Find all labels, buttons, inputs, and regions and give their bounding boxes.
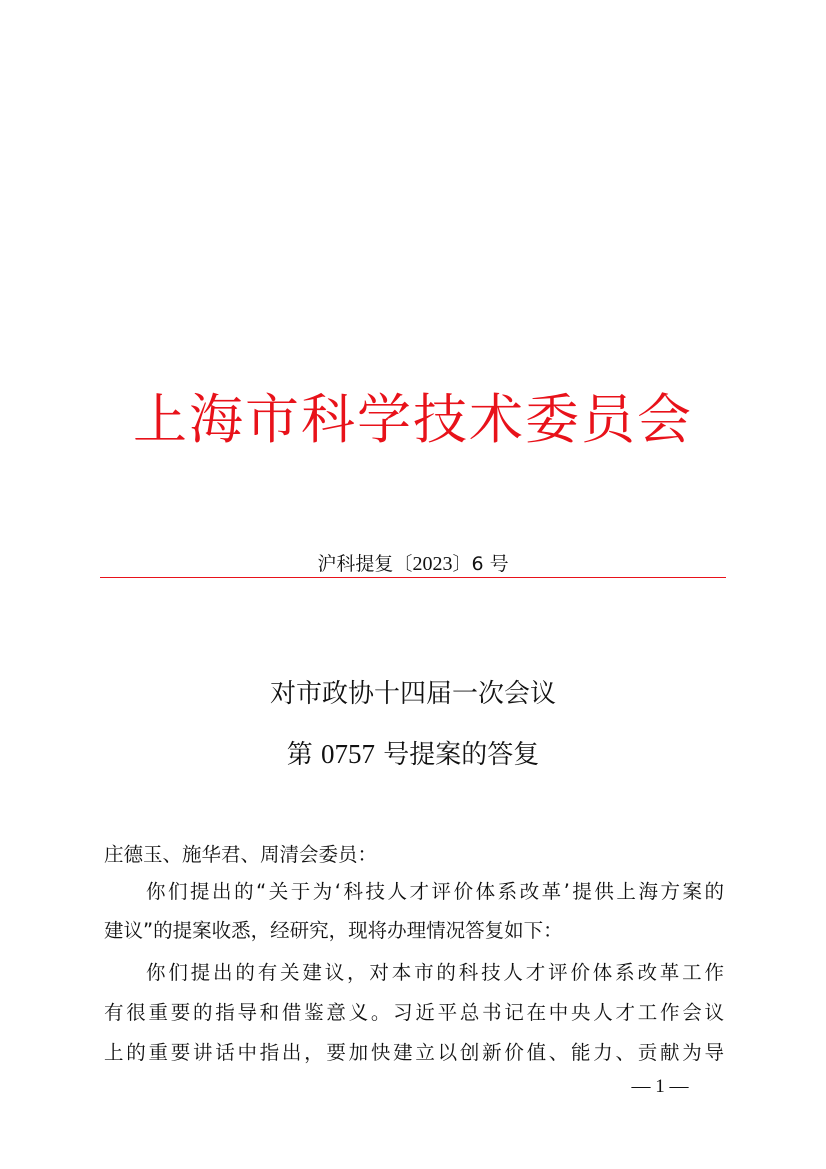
paragraph-2-line-3: 上的重要讲话中指出，要加快建立以创新价值、能力、贡献为导 [104, 1041, 724, 1064]
document-number [0, 551, 826, 577]
paragraph-1-line-1: 你们提出的“关于为‘科技人才评价体系改革’提供上海方案的 [146, 880, 724, 903]
heading-line-2-suffix: 号提案的答复 [375, 740, 540, 770]
salutation: 庄德玉、施华君、周清会委员： [104, 843, 378, 866]
red-divider-line [100, 577, 726, 578]
doc-number-suffix: 〕6 号 [452, 553, 509, 575]
page-number: — 1 — [631, 1076, 689, 1097]
paragraph-2-line-1: 你们提出的有关建议，对本市的科技人才评价体系改革工作 [146, 961, 724, 984]
paragraph-2-line-2: 有很重要的指导和借鉴意义。习近平总书记在中央人才工作会议 [104, 1001, 724, 1024]
doc-number-prefix: 沪科提复〔 [317, 553, 413, 575]
issuing-organization-title: 上海市科学技术委员会 [133, 388, 693, 451]
doc-number-year: 2023 [412, 553, 453, 575]
proposal-number: 0757 [321, 739, 375, 769]
heading-line-2-prefix: 第 [286, 740, 321, 770]
document-heading-line-2 [0, 737, 826, 772]
paragraph-1-line-2: 建议”的提案收悉，经研究，现将办理情况答复如下： [104, 919, 563, 942]
document-heading-line-1: 对市政协十四届一次会议 [269, 679, 556, 709]
